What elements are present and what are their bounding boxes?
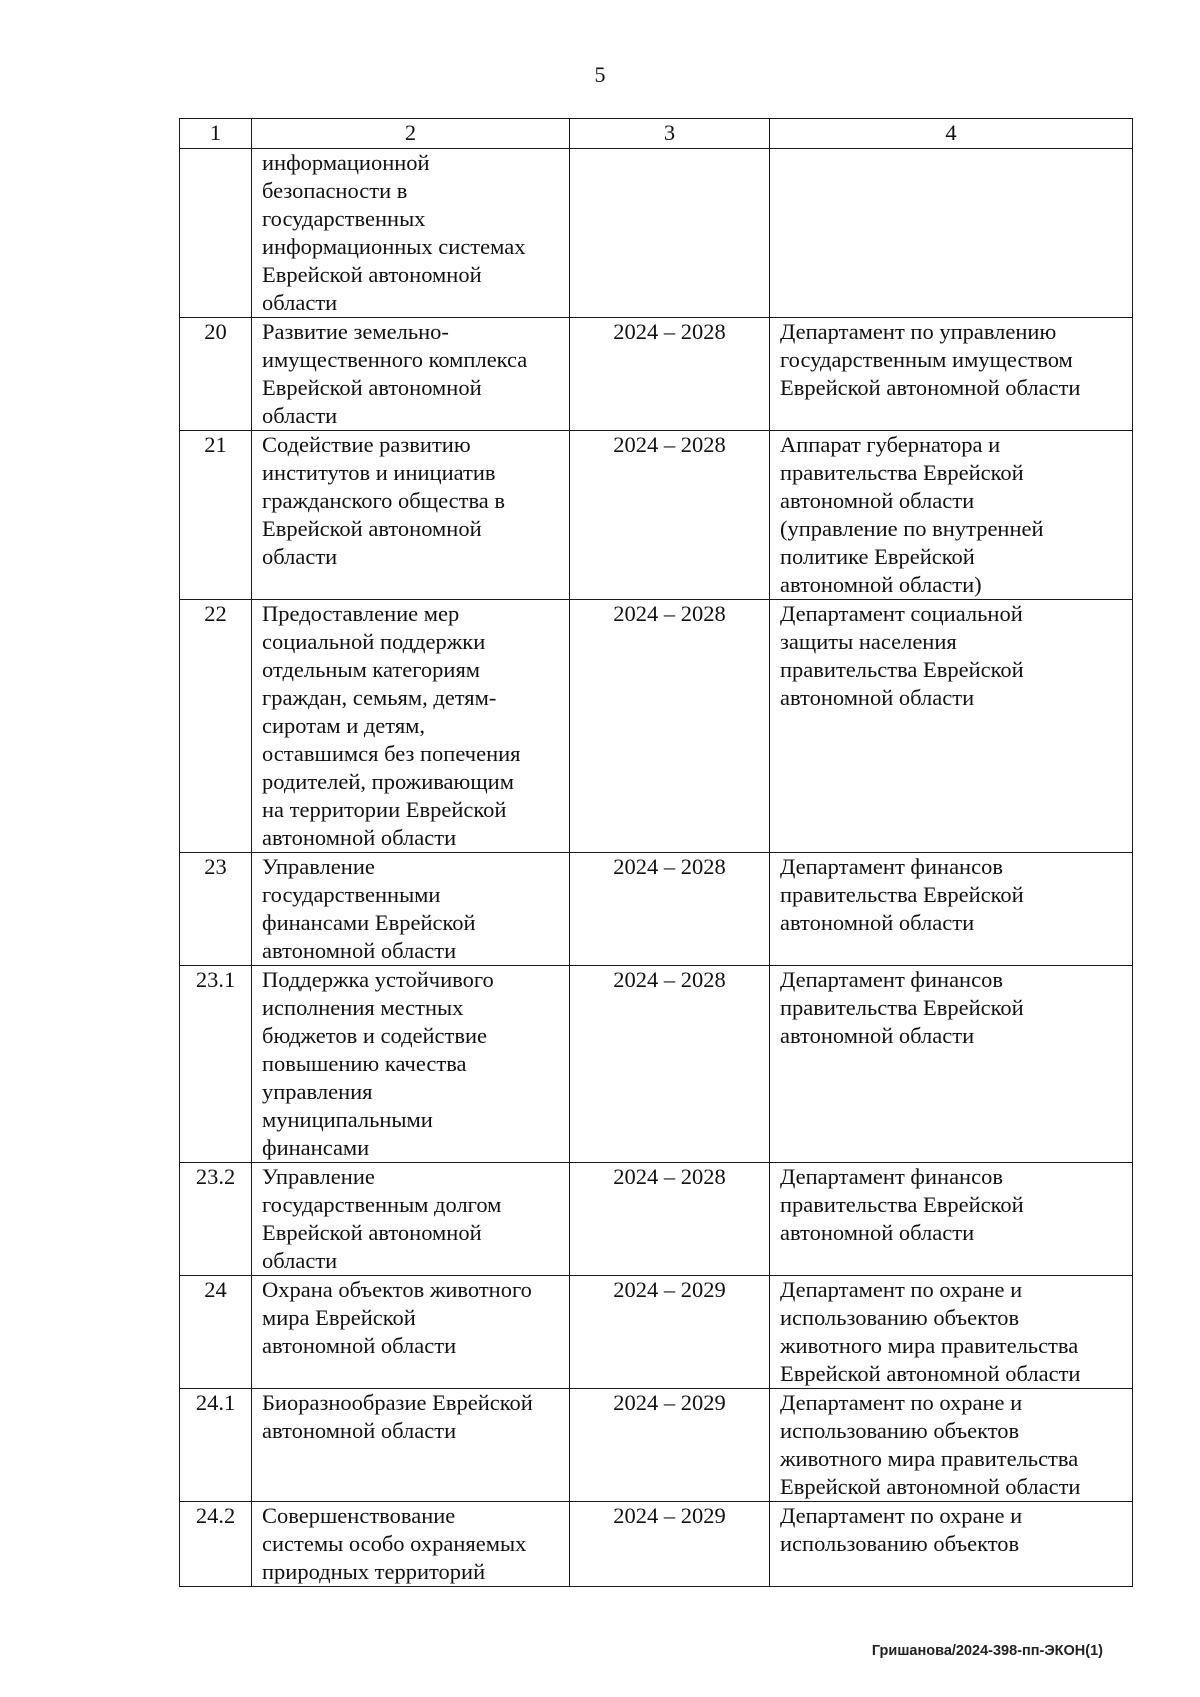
row-number: 24.2 — [180, 1502, 252, 1587]
row-program-name: Управление государственным долгом Еврейской автономной области — [252, 1163, 570, 1276]
row-executor: Департамент по охране и использованию объектов — [770, 1502, 1133, 1587]
row-number: 22 — [180, 600, 252, 853]
table-row — [180, 1276, 1133, 1389]
row-number: 21 — [180, 431, 252, 600]
table-row — [180, 1502, 1133, 1587]
row-executor: Департамент по охране и использованию объектов животного мира правительства Еврейской автономной области — [770, 1389, 1133, 1502]
row-program-name: Содействие развитию институтов и инициатив гражданского общества в Еврейской автономной области — [252, 431, 570, 600]
row-program-name: Совершенствование системы особо охраняемых природных территорий — [252, 1502, 570, 1587]
row-period: 2024 – 2029 — [570, 1276, 770, 1389]
row-executor: Департамент финансов правительства Еврейской автономной области — [770, 853, 1133, 966]
row-executor: Аппарат губернатора и правительства Еврейской автономной области (управление по внутренней политике Еврейской автономной области) — [770, 431, 1133, 600]
row-executor: Департамент социальной защиты населения правительства Еврейской автономной области — [770, 600, 1133, 853]
row-program-name: Охрана объектов животного мира Еврейской автономной области — [252, 1276, 570, 1389]
program-table — [179, 118, 1133, 1587]
row-program-name: Развитие земельно- имущественного комплекса Еврейской автономной области — [252, 318, 570, 431]
header-cell-number: 1 — [180, 119, 252, 149]
row-period: 2024 – 2028 — [570, 966, 770, 1163]
row-number: 24 — [180, 1276, 252, 1389]
header-cell-name: 2 — [252, 119, 570, 149]
table-row — [180, 431, 1133, 600]
table-row — [180, 966, 1133, 1163]
row-number: 23 — [180, 853, 252, 966]
row-executor: Департамент финансов правительства Еврейской автономной области — [770, 966, 1133, 1163]
row-period: 2024 – 2029 — [570, 1389, 770, 1502]
row-period: 2024 – 2028 — [570, 600, 770, 853]
row-number: 24.1 — [180, 1389, 252, 1502]
table-row — [180, 318, 1133, 431]
row-executor: Департамент финансов правительства Еврейской автономной области — [770, 1163, 1133, 1276]
row-number — [180, 149, 252, 318]
row-number: 23.2 — [180, 1163, 252, 1276]
row-period: 2024 – 2029 — [570, 1502, 770, 1587]
page-number: 5 — [594, 62, 606, 87]
row-number: 23.1 — [180, 966, 252, 1163]
row-program-name: Поддержка устойчивого исполнения местных бюджетов и содействие повышению качества управления муниципальными финансами — [252, 966, 570, 1163]
row-period: 2024 – 2028 — [570, 431, 770, 600]
row-period: 2024 – 2028 — [570, 853, 770, 966]
table-row — [180, 1389, 1133, 1502]
row-number: 20 — [180, 318, 252, 431]
row-program-name: Биоразнообразие Еврейской автономной области — [252, 1389, 570, 1502]
table-row — [180, 1163, 1133, 1276]
header-cell-period: 3 — [570, 119, 770, 149]
header-cell-executor: 4 — [770, 119, 1133, 149]
row-period: 2024 – 2028 — [570, 1163, 770, 1276]
row-program-name: информационной безопасности в государственных информационных системах Еврейской автономной области — [252, 149, 570, 318]
row-executor: Департамент по управлению государственным имуществом Еврейской автономной области — [770, 318, 1133, 431]
row-executor: Департамент по охране и использованию объектов животного мира правительства Еврейской автономной области — [770, 1276, 1133, 1389]
table-header-row — [180, 119, 1133, 149]
row-executor — [770, 149, 1133, 318]
row-program-name: Предоставление мер социальной поддержки отдельным категориям граждан, семьям, детям- сиротам и детям, оставшимся без попечения родителей, проживающим на территории Еврейской автономной области — [252, 600, 570, 853]
row-program-name: Управление государственными финансами Еврейской автономной области — [252, 853, 570, 966]
row-period — [570, 149, 770, 318]
document-id: Гришанова/2024-398-пп-ЭКОН(1) — [871, 1643, 1103, 1659]
table-row — [180, 149, 1133, 318]
table-row — [180, 853, 1133, 966]
table-row — [180, 600, 1133, 853]
row-period: 2024 – 2028 — [570, 318, 770, 431]
